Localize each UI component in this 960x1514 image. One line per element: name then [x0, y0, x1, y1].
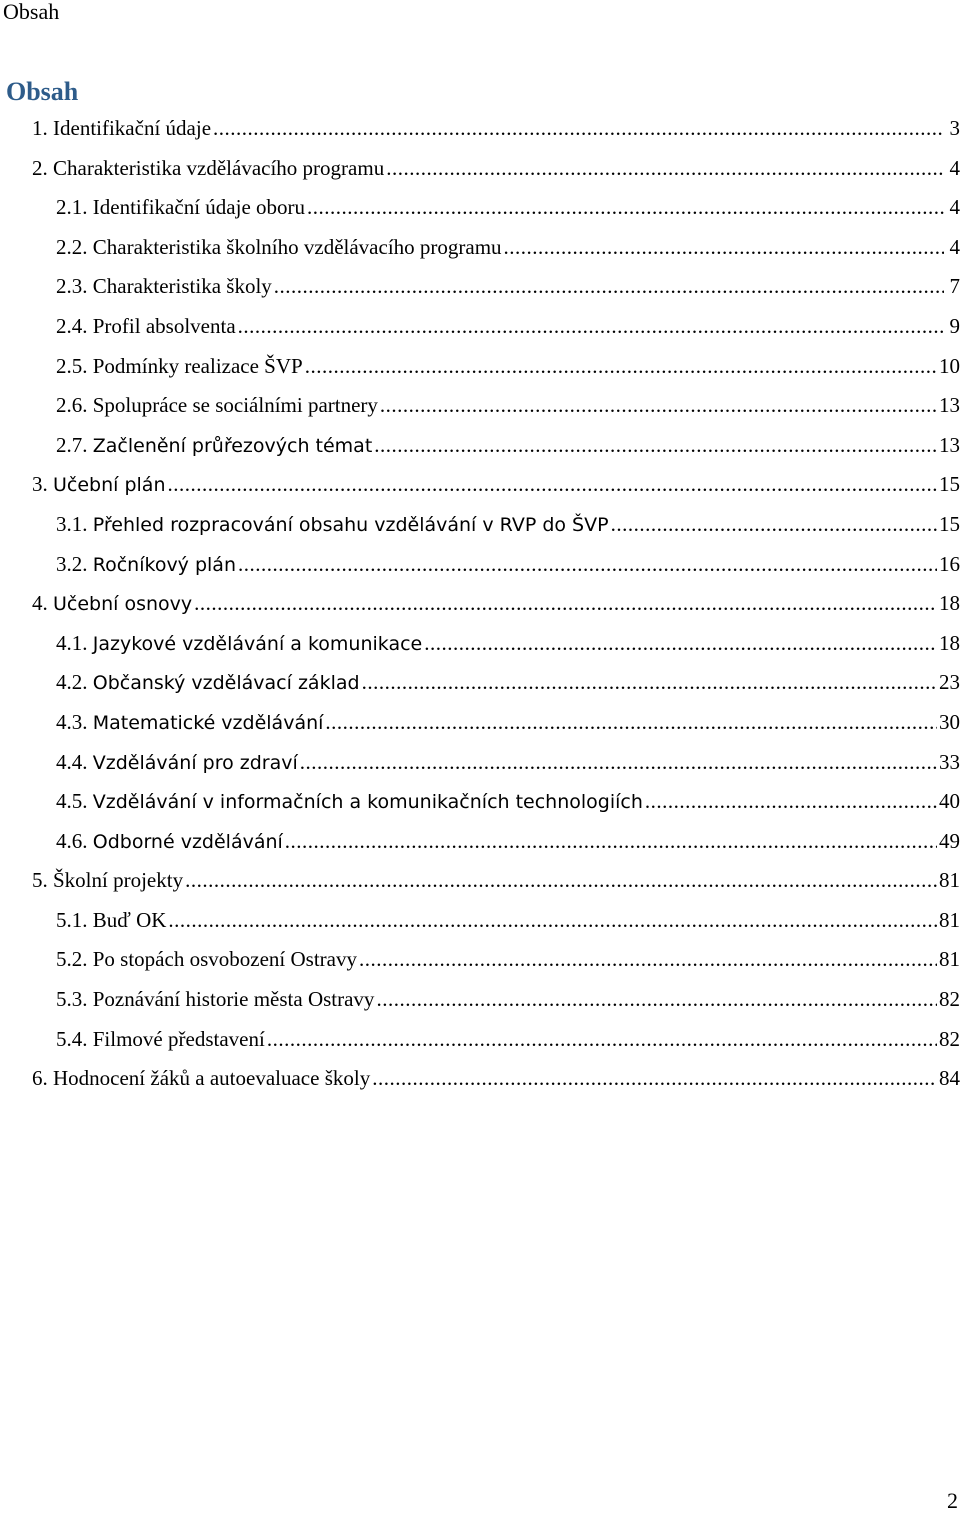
toc-entry-page: 82 [939, 1026, 960, 1051]
toc-entry[interactable] [0, 748, 960, 788]
toc-entry-page: 84 [939, 1066, 960, 1091]
toc-entry-label: Buď OK [92, 907, 167, 932]
toc-entry[interactable] [0, 629, 960, 669]
toc-dot-leader [168, 906, 937, 934]
toc-dot-leader [380, 391, 937, 419]
toc-entry-page: 4 [949, 234, 960, 259]
toc-entry[interactable] [0, 391, 960, 431]
toc-entry-number: 2.7. [56, 432, 93, 457]
toc-dot-leader [305, 352, 937, 380]
toc-entry-page: 15 [939, 511, 960, 536]
toc-dot-leader [424, 629, 937, 657]
toc-entry-number: 3. [32, 472, 53, 497]
toc-entry[interactable] [0, 906, 960, 946]
toc-entry[interactable] [0, 866, 960, 906]
toc-entry-number: 2.4. [56, 313, 93, 338]
toc-entry[interactable] [0, 193, 960, 233]
toc-entry-label: Vzdělávání pro zdraví [92, 751, 298, 774]
toc-entry-label: Spolupráce se sociálními partnery [92, 393, 378, 418]
toc-entry-label: Po stopách osvobození Ostravy [92, 947, 357, 972]
toc-entry-label: Učební osnovy [53, 593, 193, 616]
toc-entry[interactable] [0, 708, 960, 748]
toc-entry[interactable] [0, 1064, 960, 1104]
toc-entry[interactable] [0, 787, 960, 827]
toc-entry-number: 2.3. [56, 274, 93, 299]
toc-entry-label: Matematické vzdělávání [92, 711, 324, 734]
toc-entry-page: 82 [939, 987, 960, 1012]
toc-entry-page: 4 [949, 195, 960, 220]
table-of-contents [0, 114, 960, 1104]
toc-entry[interactable] [0, 431, 960, 471]
toc-entry-page: 23 [939, 670, 960, 695]
toc-entry-number: 5. [32, 868, 53, 893]
toc-entry-label: Učební plán [53, 474, 166, 497]
toc-entry-label: Začlenění průřezových témat [92, 434, 373, 457]
toc-entry-label: Přehled rozpracování obsahu vzdělávání v RVP do ŠVP [92, 513, 609, 536]
toc-entry-number: 6. [32, 1066, 53, 1091]
toc-dot-leader [238, 550, 937, 578]
toc-entry[interactable] [0, 154, 960, 194]
toc-entry-page: 81 [939, 868, 960, 893]
toc-entry-page: 16 [939, 551, 960, 576]
toc-entry-number: 4.2. [56, 670, 93, 695]
toc-entry-label: Profil absolventa [92, 313, 236, 338]
toc-dot-leader [185, 866, 937, 894]
toc-entry-page: 13 [939, 393, 960, 418]
toc-entry-page: 10 [939, 353, 960, 378]
toc-entry-number: 2.2. [56, 234, 93, 259]
toc-entry[interactable] [0, 233, 960, 273]
toc-dot-leader [374, 431, 937, 459]
toc-entry-label: Charakteristika vzdělávacího programu [53, 155, 385, 180]
toc-entry-label: Filmové představení [92, 1026, 265, 1051]
toc-entry-number: 3.1. [56, 511, 93, 536]
toc-entry-number: 5.1. [56, 907, 93, 932]
toc-dot-leader [362, 668, 937, 696]
toc-entry-label: Identifikační údaje [53, 116, 212, 140]
toc-entry-number: 5.4. [56, 1026, 93, 1051]
toc-entry[interactable] [0, 114, 960, 154]
toc-entry[interactable] [0, 985, 960, 1025]
toc-entry[interactable] [0, 352, 960, 392]
toc-dot-leader [213, 114, 944, 142]
toc-dot-leader [307, 193, 944, 221]
toc-entry[interactable] [0, 470, 960, 510]
toc-entry-number: 4.5. [56, 789, 93, 814]
toc-dot-leader [194, 589, 937, 617]
toc-dot-leader [359, 945, 937, 973]
toc-entry-number: 5.3. [56, 987, 93, 1012]
toc-entry-number: 4.6. [56, 828, 93, 853]
toc-dot-leader [376, 985, 937, 1013]
toc-dot-leader [274, 272, 944, 300]
toc-entry-number: 5.2. [56, 947, 93, 972]
toc-dot-leader [285, 827, 937, 855]
toc-entry-label: Školní projekty [53, 868, 184, 893]
toc-entry-label: Poznávání historie města Ostravy [92, 987, 375, 1012]
toc-entry-page: 4 [949, 155, 960, 180]
toc-entry-number: 1. [32, 116, 53, 140]
toc-dot-leader [325, 708, 937, 736]
toc-entry-page: 33 [939, 749, 960, 774]
toc-entry-page: 49 [939, 828, 960, 853]
toc-entry-label: Charakteristika školního vzdělávacího programu [92, 234, 502, 259]
toc-dot-leader [504, 233, 944, 261]
toc-entry-page: 18 [939, 591, 960, 616]
toc-entry-page: 18 [939, 630, 960, 655]
toc-entry-label: Odborné vzdělávání [92, 830, 283, 853]
toc-entry-label: Ročníkový plán [92, 553, 236, 576]
toc-entry-page: 15 [939, 472, 960, 497]
toc-entry-page: 9 [949, 313, 960, 338]
toc-entry-page: 3 [949, 116, 960, 140]
toc-entry[interactable] [0, 1025, 960, 1065]
toc-entry-page: 13 [939, 432, 960, 457]
toc-entry-label: Jazykové vzdělávání a komunikace [92, 632, 423, 655]
page-header-title: Obsah [3, 0, 60, 24]
toc-entry-page: 81 [939, 947, 960, 972]
toc-entry[interactable] [0, 589, 960, 629]
page-number: 2 [947, 1488, 958, 1513]
toc-dot-leader [372, 1064, 937, 1092]
toc-entry-page: 7 [949, 274, 960, 299]
toc-entry-number: 4.3. [56, 709, 93, 734]
toc-entry-label: Hodnocení žáků a autoevaluace školy [53, 1066, 371, 1091]
toc-dot-leader [611, 510, 937, 538]
toc-entry-number: 4.1. [56, 630, 93, 655]
toc-entry-number: 2.1. [56, 195, 93, 220]
toc-entry-page: 81 [939, 907, 960, 932]
toc-entry-label: Charakteristika školy [92, 274, 272, 299]
toc-dot-leader [300, 748, 937, 776]
toc-entry-number: 2.5. [56, 353, 93, 378]
toc-entry[interactable] [0, 272, 960, 312]
toc-entry-page: 40 [939, 789, 960, 814]
toc-dot-leader [168, 470, 938, 498]
toc-dot-leader [645, 787, 937, 815]
toc-heading: Obsah [6, 77, 79, 106]
toc-entry[interactable] [0, 945, 960, 985]
toc-entry[interactable] [0, 668, 960, 708]
toc-entry[interactable] [0, 312, 960, 352]
toc-entry-number: 3.2. [56, 551, 93, 576]
toc-entry[interactable] [0, 510, 960, 550]
toc-entry-label: Identifikační údaje oboru [92, 195, 306, 220]
toc-entry[interactable] [0, 827, 960, 867]
toc-dot-leader [267, 1025, 937, 1053]
toc-entry-label: Podmínky realizace ŠVP [92, 353, 303, 378]
toc-entry-label: Vzdělávání v informačních a komunikačních technologiích [92, 791, 643, 814]
toc-entry-number: 2.6. [56, 393, 93, 418]
toc-entry-number: 4.4. [56, 749, 93, 774]
toc-entry-number: 2. [32, 155, 53, 180]
toc-entry[interactable] [0, 550, 960, 590]
toc-dot-leader [238, 312, 944, 340]
toc-entry-number: 4. [32, 591, 53, 616]
toc-entry-page: 30 [939, 709, 960, 734]
toc-entry-label: Občanský vzdělávací základ [92, 672, 360, 695]
toc-dot-leader [386, 154, 944, 182]
